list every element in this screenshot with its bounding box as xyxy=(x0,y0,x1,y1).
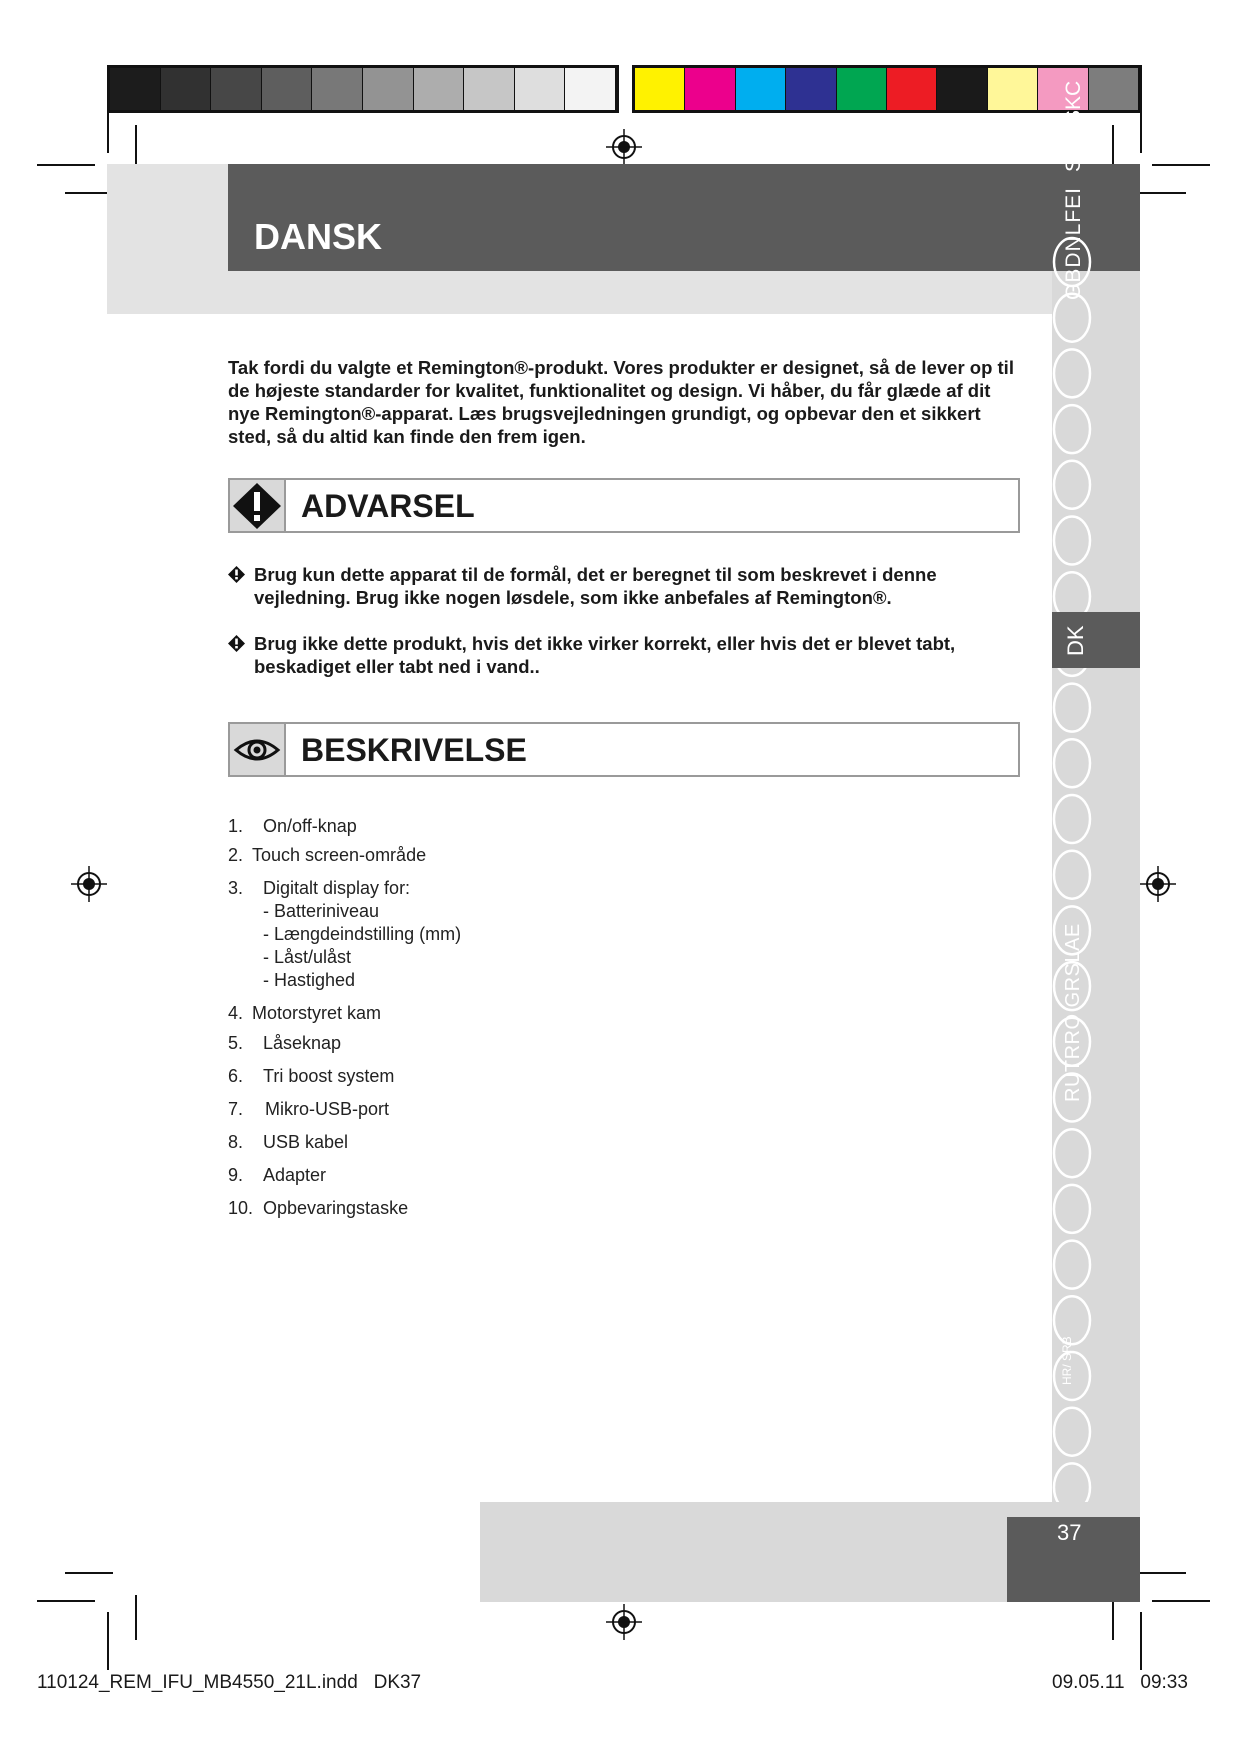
crop-mark xyxy=(107,1612,109,1670)
color-swatch xyxy=(736,68,786,110)
language-tab-circle xyxy=(1054,517,1090,565)
language-tab-circle xyxy=(1054,1241,1090,1289)
language-tab-circle xyxy=(1054,851,1090,899)
color-swatch xyxy=(786,68,836,110)
tab-label-middle: RUTRRO GRSLAE xyxy=(1062,923,1084,1102)
crop-mark xyxy=(65,192,113,194)
color-swatch xyxy=(685,68,735,110)
language-tab-circle xyxy=(1054,1463,1090,1504)
list-item: 3. Digitalt display for: xyxy=(228,878,411,898)
page-number: 37 xyxy=(1057,1520,1082,1545)
color-swatch xyxy=(1089,68,1139,110)
language-tab-circle xyxy=(1054,795,1090,843)
warning-header xyxy=(228,478,1020,533)
description-icon-box xyxy=(230,724,286,775)
crop-mark xyxy=(1152,1600,1210,1602)
grayscale-color-bar xyxy=(107,65,619,113)
warning-item xyxy=(228,632,1028,678)
description-title: BESKRIVELSE xyxy=(301,732,527,768)
footer-date-slug: 09.05.11 09:33 xyxy=(1052,1672,1188,1693)
description-header xyxy=(228,722,1020,777)
color-swatch xyxy=(515,68,566,110)
color-swatch xyxy=(988,68,1038,110)
registration-mark-icon xyxy=(71,866,107,902)
language-tab-circle xyxy=(1054,405,1090,453)
color-swatch xyxy=(161,68,212,110)
color-swatch xyxy=(565,68,616,110)
language-tab-circle xyxy=(1054,739,1090,787)
language-tab-circle xyxy=(1054,461,1090,509)
color-swatch xyxy=(262,68,313,110)
crop-mark xyxy=(37,164,95,166)
registration-mark-icon xyxy=(1140,866,1176,902)
color-swatch xyxy=(414,68,465,110)
crop-mark xyxy=(1138,192,1186,194)
sub-list-item: - Låst/ulåst xyxy=(263,947,352,967)
color-swatch xyxy=(937,68,987,110)
warning-bullet-icon xyxy=(228,566,245,583)
color-swatch xyxy=(312,68,363,110)
list-item: 7. Mikro-USB-port xyxy=(228,1099,390,1119)
language-tab-circle xyxy=(1054,294,1090,342)
sub-list-item: - Hastighed xyxy=(263,970,356,990)
language-tabs xyxy=(1052,164,1140,1504)
color-swatch xyxy=(464,68,515,110)
color-swatch xyxy=(110,68,161,110)
sub-list-item: - Batteriniveau xyxy=(263,901,380,921)
warning-icon xyxy=(230,480,284,531)
registration-mark-icon xyxy=(606,1604,642,1640)
crop-mark xyxy=(107,95,109,153)
list-item: 6. Tri boost system xyxy=(228,1066,395,1086)
tab-label-top: GBDNLFEI xyxy=(1062,186,1085,300)
color-swatch xyxy=(211,68,262,110)
intro-paragraph: Tak fordi du valgte et Remington®-produkt. Vores produkter er designet, så de lever op til de højeste standarder for kvalitet, funktionalitet og design. Vi håber, du får glæde af dit nye Remington®-apparat. Læs brugsvejledningen grundigt, og opbevar den et sikkert sted, så du altid kan finde den frem igen. xyxy=(228,357,1014,447)
list-item: 2. Touch screen-område xyxy=(228,845,427,865)
page-title: DANSK xyxy=(254,216,383,257)
crop-mark xyxy=(1140,1612,1142,1670)
tab-label-top-3: SKC xyxy=(1062,80,1085,124)
crop-mark xyxy=(1152,164,1210,166)
color-swatch xyxy=(363,68,414,110)
warning-item xyxy=(228,563,1028,609)
footer-file-slug: 110124_REM_IFU_MB4550_21L.indd DK37 xyxy=(37,1672,422,1693)
crop-mark xyxy=(65,1572,113,1574)
color-swatch xyxy=(837,68,887,110)
language-tab-circle xyxy=(1054,1129,1090,1177)
crop-mark xyxy=(1140,95,1142,153)
warning-item-text: Brug ikke dette produkt, hvis det ikke virker korrekt, eller hvis det er blevet tabt, beskadiget eller tabt ned i vand.. xyxy=(254,633,956,677)
tab-label-top-2: S xyxy=(1062,157,1085,172)
list-item: 4. Motorstyret kam xyxy=(228,1003,382,1023)
crop-mark xyxy=(135,1595,137,1640)
warning-item-text: Brug kun dette apparat til de formål, det er beregnet til som beskrevet i denne vejledning. Brug ikke nogen løsdele, som ikke anbefales af Remington®. xyxy=(254,564,937,608)
list-item: 5. Låseknap xyxy=(228,1033,342,1053)
language-tab-circle xyxy=(1054,1408,1090,1456)
list-item: 10. Opbevaringstaske xyxy=(228,1198,409,1218)
language-tab-circle xyxy=(1054,684,1090,732)
registration-mark-icon xyxy=(606,129,642,165)
crop-mark xyxy=(1138,1572,1186,1574)
language-tab-circle xyxy=(1054,349,1090,397)
crop-mark xyxy=(37,1600,95,1602)
list-item: 9. Adapter xyxy=(228,1165,327,1185)
color-swatch xyxy=(887,68,937,110)
eye-icon xyxy=(230,724,284,775)
warning-bullet-icon xyxy=(228,635,245,652)
list-item: 8. USB kabel xyxy=(228,1132,349,1152)
tab-label-bottom: HR/ SRB xyxy=(1060,1336,1074,1385)
header-shadow-band xyxy=(107,271,1140,314)
sub-list-item: - Længdeindstilling (mm) xyxy=(263,924,462,944)
color-swatch xyxy=(635,68,685,110)
warning-icon-box xyxy=(230,480,286,531)
warning-title: ADVARSEL xyxy=(301,488,475,524)
language-tab-circle xyxy=(1054,1185,1090,1233)
list-item: 1. On/off-knap xyxy=(228,816,357,836)
tab-label-active: DK xyxy=(1063,625,1088,656)
